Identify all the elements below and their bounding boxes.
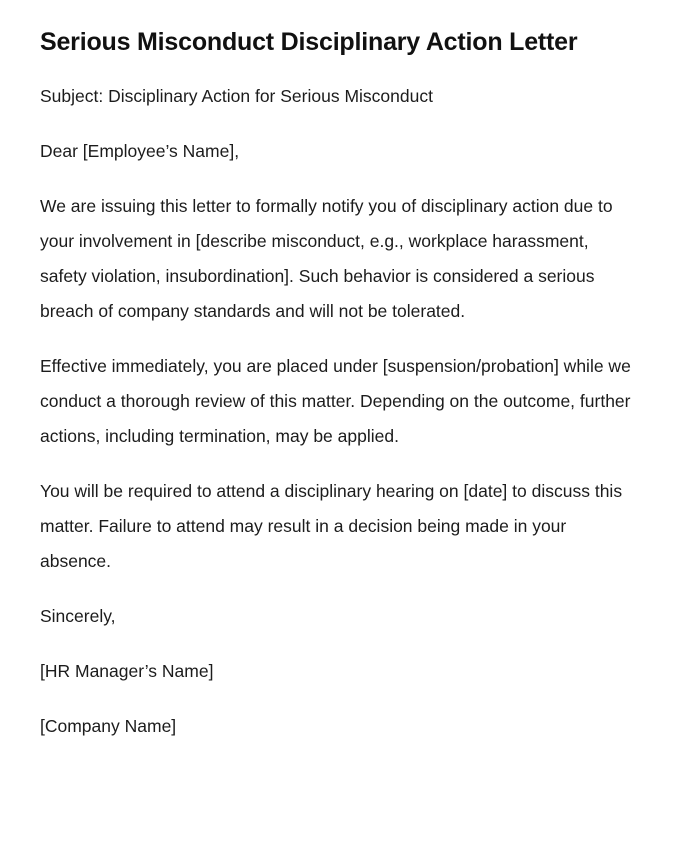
body-paragraph-3: You will be required to attend a disciplinary hearing on [date] to discuss this matter. Failure to attend may result in a decision being made in your absence.	[40, 481, 627, 571]
page-title: Serious Misconduct Disciplinary Action Letter	[40, 28, 578, 56]
body-paragraph-1: We are issuing this letter to formally notify you of disciplinary action due to your involvement in [describe misconduct, e.g., workplace harassment, safety violation, insubordination]. Such behavior is considered a serious breach of company standards and will not be tolerated.	[40, 196, 618, 321]
subject-line: Subject: Disciplinary Action for Serious Misconduct	[40, 86, 433, 106]
body-paragraph-2: Effective immediately, you are placed under [suspension/probation] while we conduct a thorough review of this matter. Depending on the outcome, further actions, including termination, may be applied.	[40, 356, 636, 446]
closing: Sincerely,	[40, 606, 116, 626]
signature-company: [Company Name]	[40, 716, 177, 736]
salutation: Dear [Employee’s Name],	[40, 141, 240, 161]
signature-name: [HR Manager’s Name]	[40, 661, 214, 681]
letter-body	[40, 79, 640, 744]
